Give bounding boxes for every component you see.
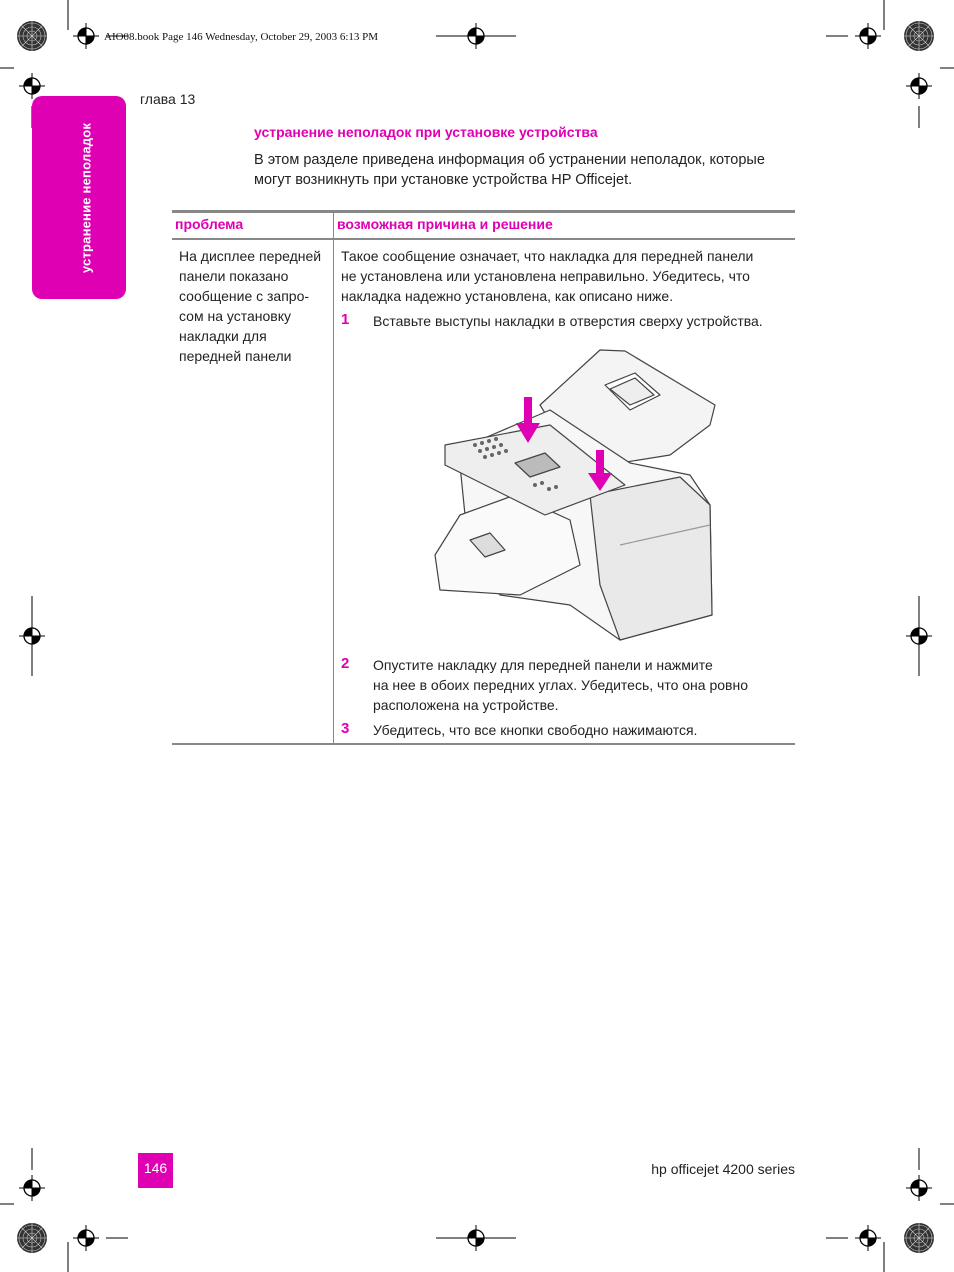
step-text: Вставьте выступы накладки в отверстия сверху устройства. [373, 313, 763, 329]
solution-cell [341, 246, 793, 306]
step-line: Опустите накладку для передней панели и нажмите [373, 657, 713, 673]
table-bottom-rule [172, 743, 795, 745]
step-text: Убедитесь, что все кнопки свободно нажимаются. [373, 722, 698, 738]
problem-line: передней панели [179, 348, 292, 364]
problem-line: сом на установку [179, 308, 291, 324]
solution-line: Такое сообщение означает, что накладка для передней панели [341, 248, 754, 264]
book-info-header: AIO08.book Page 146 Wednesday, October 29, 2003 6:13 PM [104, 31, 379, 43]
step-line: на нее в обоих передних углах. Убедитесь, что она ровно [373, 677, 748, 693]
step-line: расположена на устройстве. [373, 697, 559, 713]
problem-line: накладки для [179, 328, 267, 344]
solution-line: не установлена или установлена неправильно. Убедитесь, что [341, 268, 750, 284]
problem-line: панели показано [179, 268, 289, 284]
problem-line: сообщение с запро- [179, 288, 310, 304]
step-text [373, 655, 793, 715]
section-intro [254, 150, 794, 190]
intro-line: В этом разделе приведена информация об устранении неполадок, которые [254, 152, 765, 168]
intro-line: могут возникнуть при установке устройства HP Officejet. [254, 172, 633, 188]
table-top-rule [172, 210, 795, 213]
product-title: hp officejet 4200 series [651, 1161, 795, 1177]
step-number: 1 [341, 311, 350, 328]
header-problem: проблема [175, 216, 244, 232]
step-number: 3 [341, 720, 350, 737]
table-header-rule [172, 238, 795, 240]
chapter-label: глава 13 [140, 91, 196, 107]
problem-line: На дисплее передней [179, 248, 322, 264]
side-tab-label: устранение неполадок [78, 122, 94, 274]
officejet-illustration [430, 345, 720, 645]
step-number: 2 [341, 655, 350, 672]
page-number: 146 [138, 1153, 173, 1188]
header-solution: возможная причина и решение [337, 216, 553, 232]
solution-line: накладка надежно установлена, как описано ниже. [341, 288, 674, 304]
column-divider [333, 213, 334, 744]
problem-cell [179, 246, 331, 366]
section-title: устранение неполадок при установке устройства [254, 124, 598, 140]
